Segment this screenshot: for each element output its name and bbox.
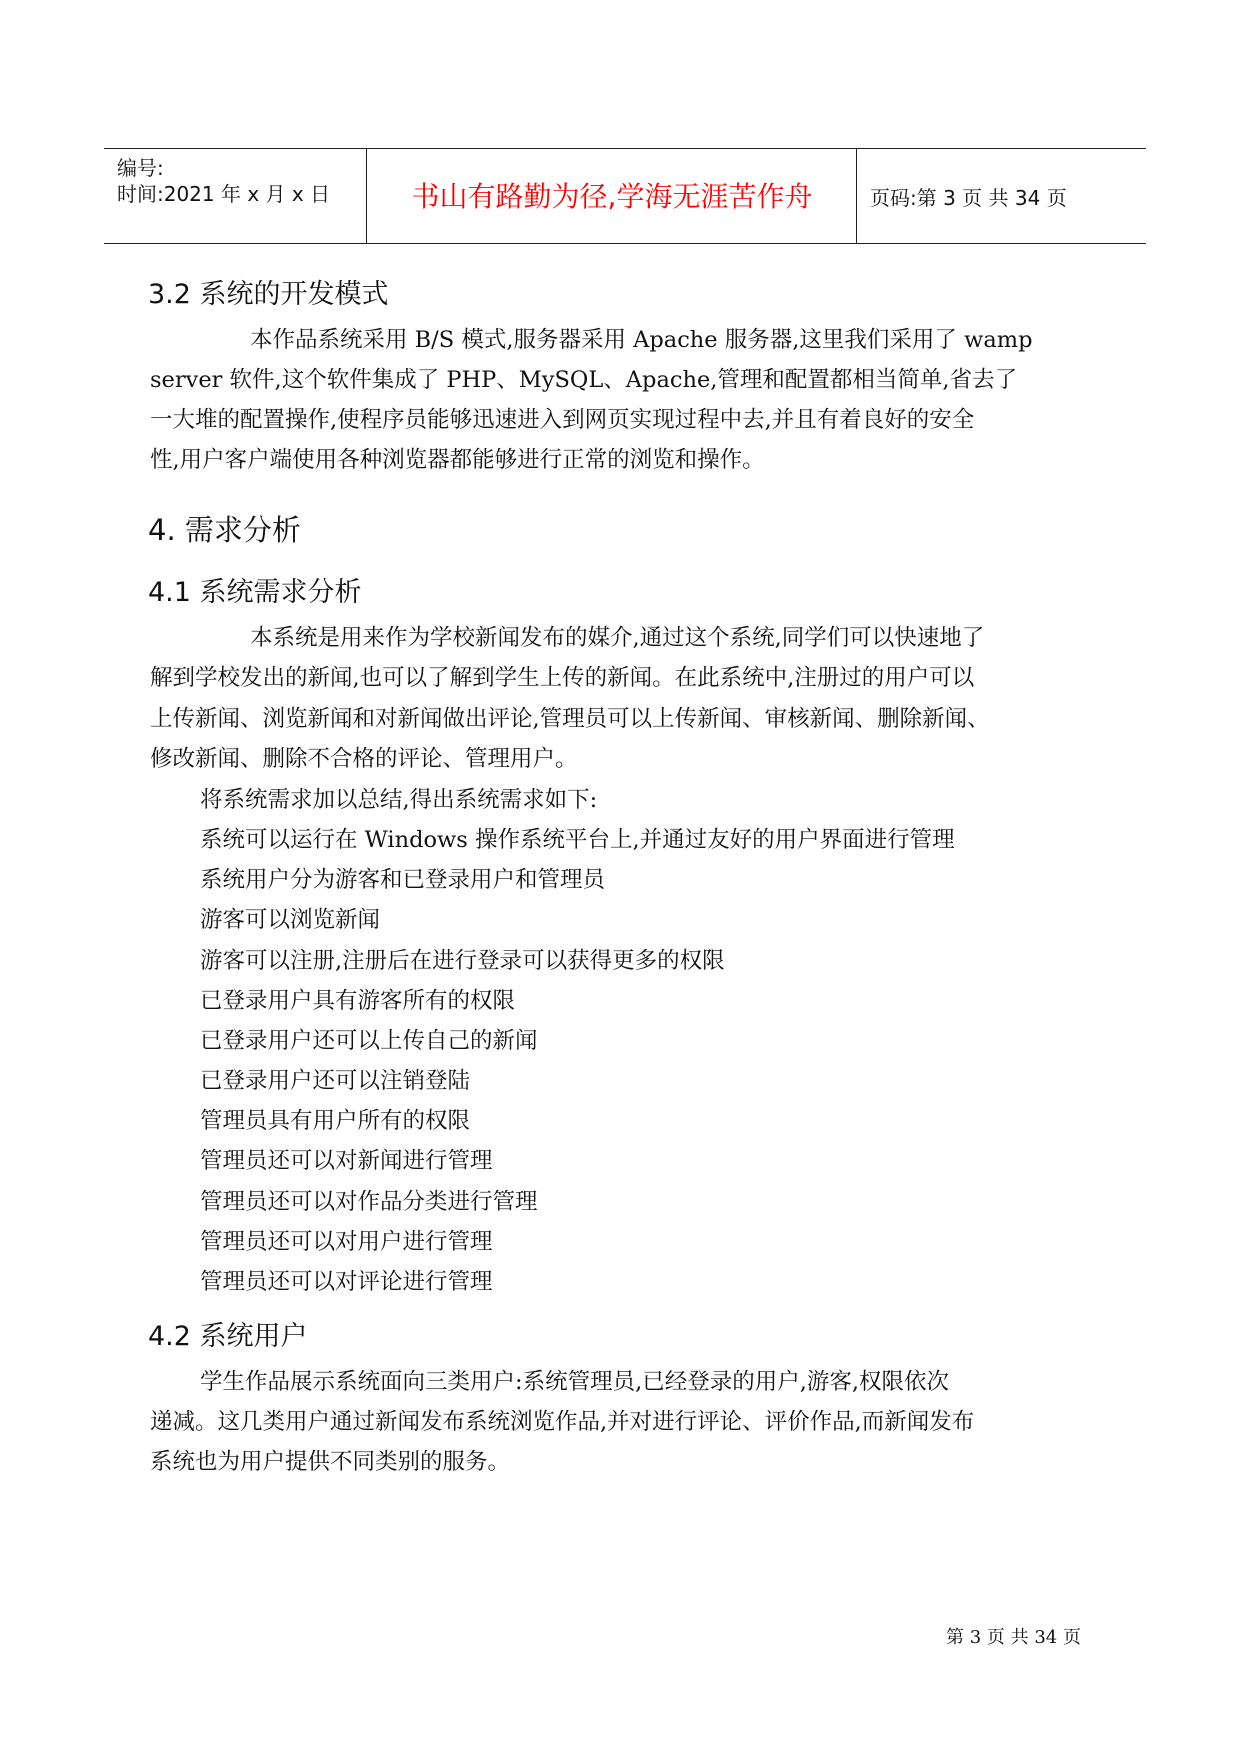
requirement-item: 系统可以运行在 Windows 操作系统平台上,并通过友好的用户界面进行管理 [200, 827, 955, 853]
paragraph-line: 解到学校发出的新闻,也可以了解到学生上传的新闻。在此系统中,注册过的用户可以 [150, 665, 975, 691]
section-3-2-heading: 3.2 系统的开发模式 [148, 279, 389, 310]
section-4-1-heading: 4.1 系统需求分析 [148, 577, 362, 608]
section-4-heading: 4. 需求分析 [148, 513, 301, 547]
summary-line: 将系统需求加以总结,得出系统需求如下: [200, 787, 598, 813]
requirement-item: 管理员还可以对评论进行管理 [200, 1269, 493, 1295]
paragraph-line: 性,用户客户端使用各种浏览器都能够进行正常的浏览和操作。 [150, 447, 765, 473]
header-motto-cell [366, 149, 857, 243]
header-meta-cell [104, 149, 366, 243]
paragraph-line: 本系统是用来作为学校新闻发布的媒介,通过这个系统,同学们可以快速地了 [250, 625, 985, 651]
paragraph-line: 递减。这几类用户通过新闻发布系统浏览作品,并对进行评论、评价作品,而新闻发布 [150, 1409, 975, 1435]
paragraph-line: server 软件,这个软件集成了 PHP、MySQL、Apache,管理和配置都相当简单,省去了 [150, 367, 1018, 393]
requirement-item: 已登录用户具有游客所有的权限 [200, 988, 516, 1014]
paragraph-line: 修改新闻、删除不合格的评论、管理用户。 [150, 746, 578, 772]
header-page-label: 页码:第 3 页 共 34 页 [870, 186, 1067, 210]
paragraph-line: 上传新闻、浏览新闻和对新闻做出评论,管理员可以上传新闻、审核新闻、删除新闻、 [150, 706, 990, 732]
date-label: 时间:2021 年 x 月 x 日 [117, 182, 331, 206]
paragraph-line: 系统也为用户提供不同类别的服务。 [150, 1449, 511, 1475]
requirement-item: 管理员还可以对用户进行管理 [200, 1229, 493, 1255]
requirement-item: 已登录用户还可以注销登陆 [200, 1068, 471, 1094]
requirement-item: 已登录用户还可以上传自己的新闻 [200, 1028, 538, 1054]
requirement-item: 游客可以注册,注册后在进行登录可以获得更多的权限 [200, 948, 725, 974]
requirement-item: 系统用户分为游客和已登录用户和管理员 [200, 867, 606, 893]
section-4-2-heading: 4.2 系统用户 [148, 1321, 308, 1352]
paragraph-line: 学生作品展示系统面向三类用户:系统管理员,已经登录的用户,游客,权限依次 [200, 1369, 950, 1395]
header-page-cell [856, 149, 1147, 243]
requirement-item: 管理员还可以对作品分类进行管理 [200, 1189, 538, 1215]
paragraph-line: 本作品系统采用 B/S 模式,服务器采用 Apache 服务器,这里我们采用了 wamp [250, 327, 1033, 353]
paragraph-line: 一大堆的配置操作,使程序员能够迅速进入到网页实现过程中去,并且有着良好的安全 [150, 407, 975, 433]
requirement-item: 游客可以浏览新闻 [200, 907, 381, 933]
requirement-item: 管理员还可以对新闻进行管理 [200, 1148, 493, 1174]
motto-text: 书山有路勤为径,学海无涯苦作舟 [411, 180, 813, 213]
document-number-label: 编号: [117, 156, 164, 180]
requirement-item: 管理员具有用户所有的权限 [200, 1108, 471, 1134]
header-table [104, 148, 1146, 244]
footer-page-number: 第 3 页 共 34 页 [946, 1627, 1081, 1648]
